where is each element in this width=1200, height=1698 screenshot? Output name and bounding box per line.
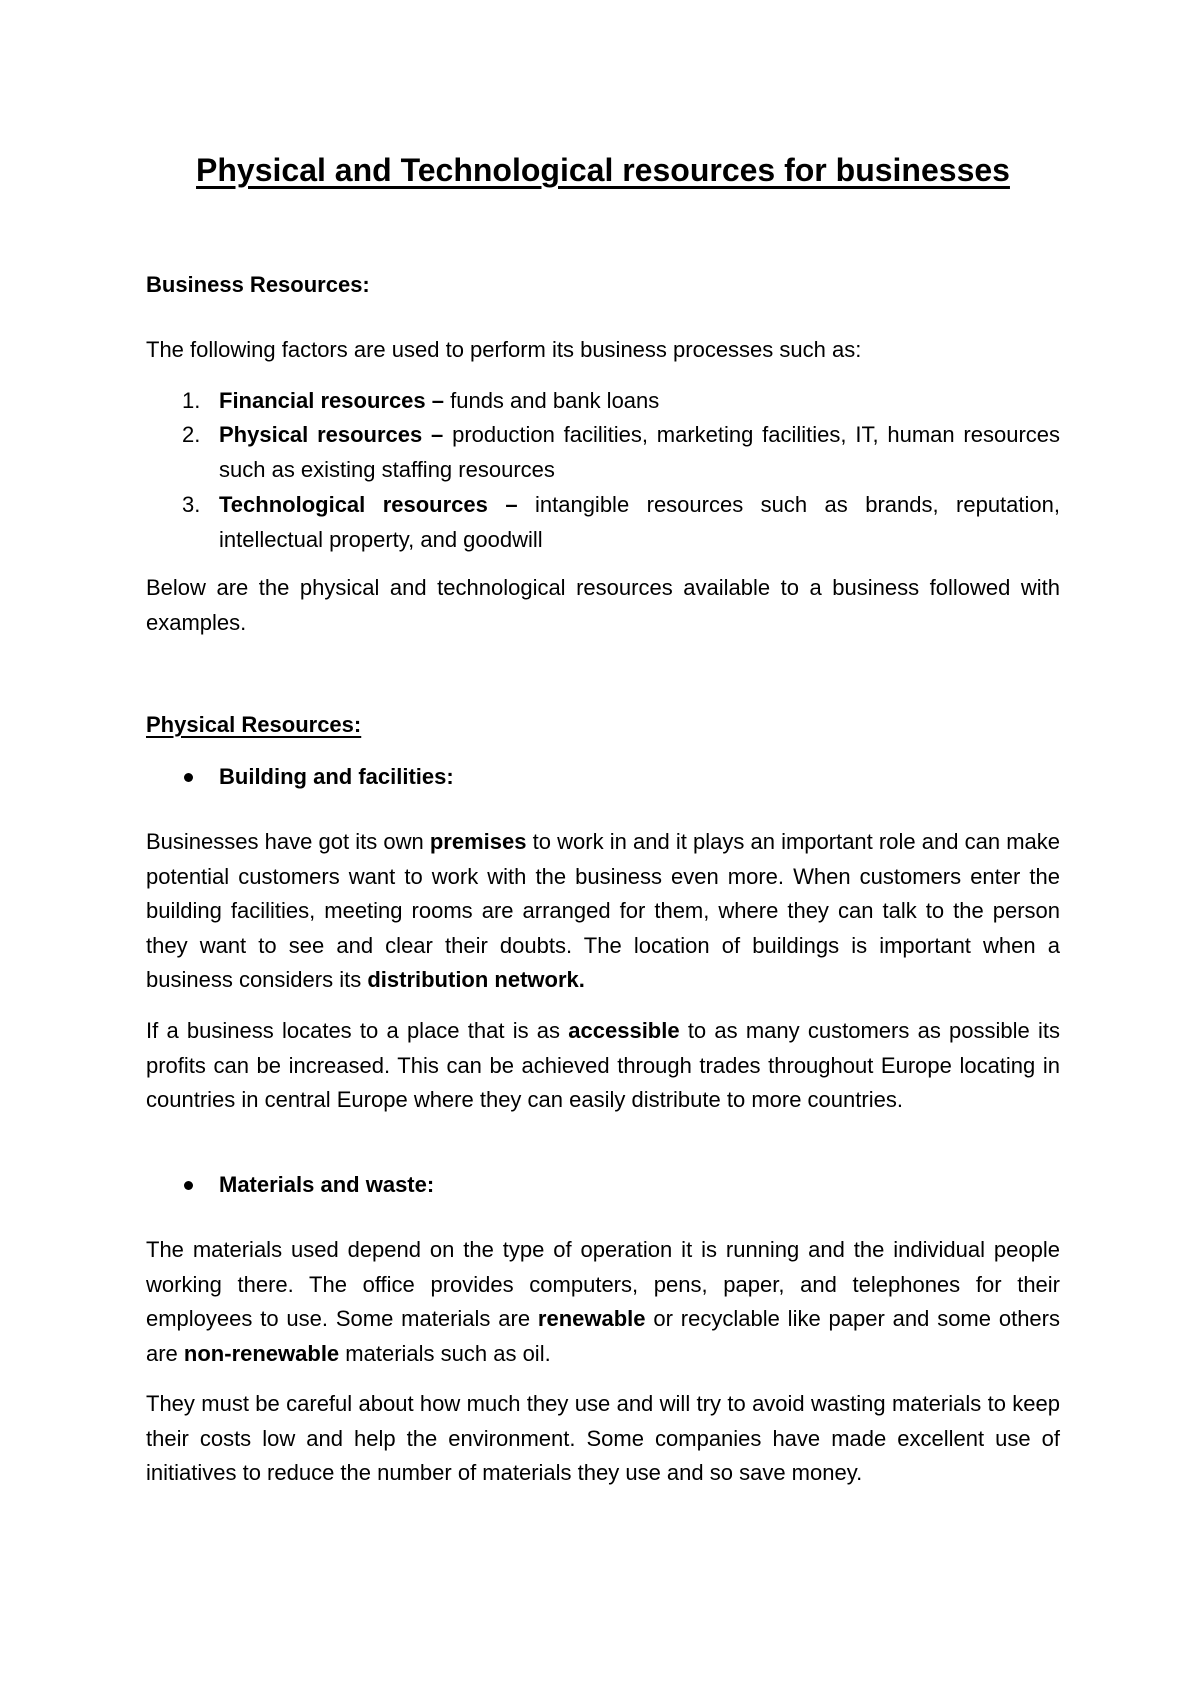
bullet-icon xyxy=(184,1181,193,1190)
bullet-icon xyxy=(184,773,193,782)
list-item xyxy=(146,418,1060,488)
list-number: 3. xyxy=(182,492,201,517)
text-run: Businesses have got its own xyxy=(146,829,430,854)
bold-run: accessible xyxy=(568,1018,680,1043)
bold-run: premises xyxy=(429,829,527,854)
text-run: materials such as oil. xyxy=(339,1340,551,1366)
materials-paragraph-2: They must be careful about how much they use and will try to avoid wasting materials to keep their costs low and help the environment. Some companies have made excellent use of initiatives to reduce the number of materials they use and so save money. xyxy=(146,1391,1060,1485)
document-page xyxy=(146,0,1060,1698)
text-run: If a business locates to a place that is as xyxy=(146,1018,569,1043)
list-number: 2. xyxy=(182,422,201,447)
bold-run: non-renewable xyxy=(183,1340,340,1366)
physical-resources-heading: Physical Resources: xyxy=(146,712,362,737)
list-item xyxy=(146,488,1060,558)
bullet-item xyxy=(146,1168,1060,1203)
text-run: to as many customers as possible its profits can be increased. This can be achieved through trades throughout Europe locating in countries in central Europe where they can easily distribute to more countries. xyxy=(146,1018,1060,1112)
list-text xyxy=(219,488,1060,557)
text-run: or recyclable like paper and some others are xyxy=(146,1306,1060,1366)
bullet-item xyxy=(146,760,1060,795)
list-term: Physical resources – xyxy=(219,422,444,447)
materials-paragraph-1 xyxy=(146,1233,1060,1371)
list-desc: production facilities, marketing facilities, IT, human resources such as existing staffing resources xyxy=(219,422,1061,482)
list-number: 1. xyxy=(182,388,201,413)
business-resources-outro: Below are the physical and technological resources available to a business followed with examples. xyxy=(146,575,1060,635)
list-term: Technological resources – xyxy=(219,492,518,517)
document-title: Physical and Technological resources for businesses xyxy=(196,152,1010,188)
building-heading: Building and facilities: xyxy=(219,764,454,789)
building-paragraph-2 xyxy=(146,1014,1060,1118)
bold-run: renewable xyxy=(537,1306,646,1331)
bold-run: distribution network. xyxy=(367,967,585,992)
list-desc: intangible resources such as brands, reputation, intellectual property, and goodwill xyxy=(219,492,1060,552)
list-term: Financial resources – xyxy=(219,388,444,413)
business-resources-heading: Business Resources: xyxy=(146,272,370,297)
list-item xyxy=(146,384,1060,419)
materials-heading: Materials and waste: xyxy=(219,1172,435,1197)
text-run: The materials used depend on the type of operation it is running and the individual people working there. The office provides computers, pens, paper, and telephones for their employees to use. Some materials are xyxy=(146,1237,1060,1331)
list-desc: funds and bank loans xyxy=(444,388,660,413)
list-text xyxy=(219,384,1060,419)
list-text xyxy=(219,418,1060,487)
building-paragraph-1 xyxy=(146,825,1060,998)
business-resources-intro: The following factors are used to perform its business processes such as: xyxy=(146,337,862,362)
text-run: to work in and it plays an important role and can make potential customers want to work with the business even more. When customers enter the building facilities, meeting rooms are arranged for them, where they can talk to the person they want to see and clear their doubts. The location of buildings is important when a business considers its xyxy=(146,829,1060,992)
